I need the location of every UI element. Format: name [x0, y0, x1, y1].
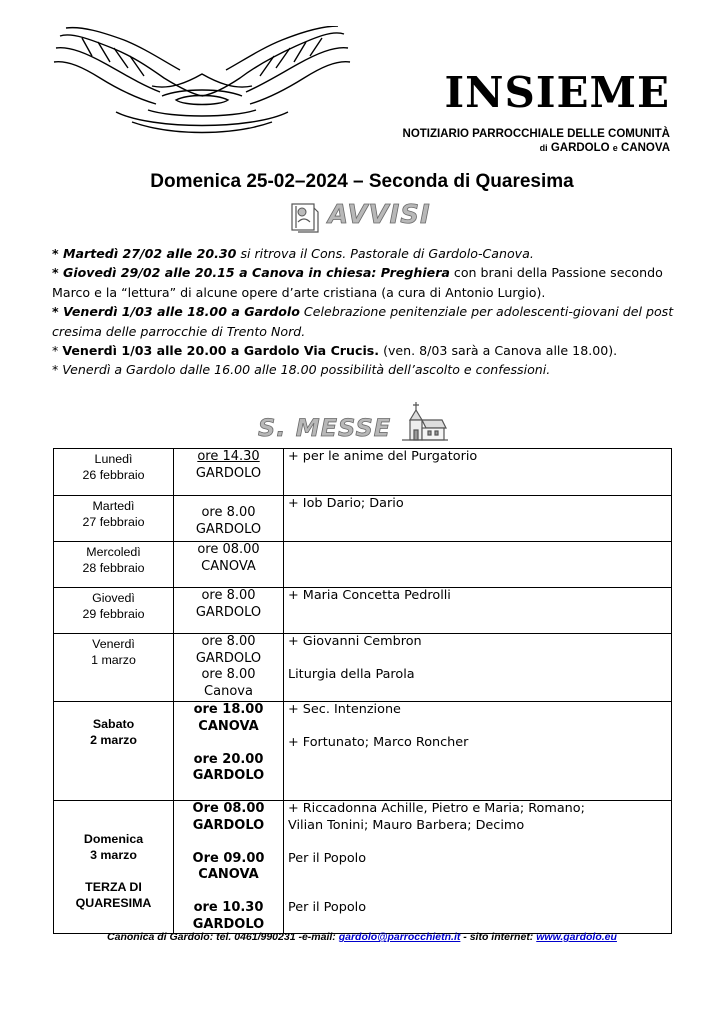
time-cell: [174, 702, 284, 801]
notice-text: (ven. 8/03 sarà a Canova alle 18.00).: [379, 343, 618, 359]
day-name: Martedì: [92, 499, 135, 513]
subtitle-e: e: [612, 143, 618, 153]
church-icon: [398, 398, 448, 444]
notice-text: * Venerdì a Gardolo dalle 16.00 alle 18.00 possibilità dell’ascolto e confessioni.: [52, 362, 551, 378]
table-row: [54, 542, 672, 588]
table-row: [54, 634, 672, 702]
notice-highlight: Venerdì 1/03 alle 18.00 a Gardolo: [62, 304, 300, 320]
footer-text: Canonica di Gardolo: tel. 0461/990231 -e-mail:: [107, 931, 339, 943]
mass-intention: + Riccadonna Achille, Pietro e Maria; Romano;: [288, 801, 585, 816]
day-name: Sabato: [92, 717, 135, 731]
intention-cell: [284, 496, 672, 542]
day-date: 2 marzo: [90, 733, 137, 747]
notice-bullet: *: [52, 343, 63, 359]
mass-place: GARDOLO: [192, 817, 265, 833]
time-cell: [174, 588, 284, 634]
notice-highlight: Venerdì 1/03 alle 20.00 a Gardolo Via Crucis.: [62, 343, 380, 359]
notice-highlight: Giovedì 29/02 alle 20.15 a Canova in chiesa: Preghiera: [62, 265, 450, 281]
table-row: [54, 801, 672, 934]
mass-time: ore 20.00: [193, 751, 264, 767]
mass-intention: + Iob Dario; Dario: [288, 496, 404, 511]
table-row: [54, 496, 672, 542]
avvisi-heading: [288, 198, 448, 238]
notice-item: [52, 341, 682, 360]
mass-place: GARDOLO: [195, 604, 262, 620]
mass-time: ore 8.00: [201, 634, 256, 649]
notice-item: [52, 263, 682, 302]
day-name: Mercoledì: [86, 545, 141, 559]
mass-schedule-table: [53, 448, 672, 934]
mass-place: GARDOLO: [195, 465, 262, 481]
day-cell: [54, 496, 174, 542]
intention-cell: [284, 801, 672, 934]
notice-bullet: *: [52, 265, 63, 281]
email-link[interactable]: gardolo@parrocchietn.it: [338, 931, 461, 943]
day-date: 3 marzo: [90, 848, 137, 862]
mass-intention: Per il Popolo: [288, 900, 367, 915]
notice-item: [52, 302, 682, 341]
mass-place: GARDOLO: [192, 768, 265, 783]
table-row: [54, 449, 672, 496]
notice-text: si ritrova il Cons. Pastorale di Gardolo-Canova.: [236, 246, 534, 261]
table-row: [54, 588, 672, 634]
mass-intention: + Fortunato; Marco Roncher: [288, 735, 469, 750]
subtitle-canova: CANOVA: [621, 142, 670, 154]
day-name: Giovedì: [92, 591, 135, 605]
mass-place: GARDOLO: [195, 521, 262, 537]
day-date: 26 febbraio: [82, 468, 145, 482]
subtitle-gardolo: GARDOLO: [550, 142, 610, 154]
newsletter-subtitle: NOTIZIARIO PARROCCHIALE DELLE COMUNITÀ: [402, 128, 670, 140]
day-cell: [54, 449, 174, 496]
hands-illustration: [52, 26, 352, 138]
contact-footer: [0, 931, 724, 943]
day-cell: [54, 542, 174, 588]
mass-intention: + Sec. Intenzione: [288, 702, 401, 717]
notice-text: con brani della Passione secondo Marco e la “lettura” di alcune opere d’arte cristiana (a cura di Antonio Lurgio).: [52, 265, 663, 300]
day-date: 1 marzo: [91, 653, 136, 667]
messe-heading: [258, 398, 458, 444]
day-cell: [54, 801, 174, 934]
bulletin-board-icon: [288, 198, 322, 234]
day-cell: [54, 702, 174, 801]
mass-time: ore 8.00: [201, 505, 256, 520]
time-cell: [174, 634, 284, 702]
notice-bullet: *: [52, 246, 63, 261]
newsletter-title: INSIEME: [444, 68, 670, 117]
mass-place: CANOVA: [198, 718, 259, 734]
intention-cell: [284, 634, 672, 702]
liturgical-note: TERZA DI: [85, 880, 142, 894]
mass-intention: + per le anime del Purgatorio: [288, 449, 478, 464]
mass-time: Ore 09.00: [192, 850, 265, 866]
mass-place: CANOVA: [198, 867, 259, 882]
footer-text: - sito internet:: [460, 931, 537, 943]
intention-cell: [284, 542, 672, 588]
day-date: 29 febbraio: [82, 607, 145, 621]
time-cell: [174, 496, 284, 542]
mass-time: ore 08.00: [197, 542, 260, 557]
mass-time: ore 8.00: [201, 667, 256, 682]
mass-place: GARDOLO: [195, 650, 262, 666]
notices-list: [52, 244, 682, 380]
website-link[interactable]: www.gardolo.eu: [536, 931, 617, 943]
day-date: 27 febbraio: [82, 515, 145, 529]
liturgical-note: QUARESIMA: [75, 896, 152, 910]
mass-intention: Vilian Tonini; Mauro Barbera; Decimo: [288, 817, 525, 833]
mass-place: CANOVA: [201, 558, 256, 574]
mass-place: GARDOLO: [192, 916, 265, 932]
day-name: Venerdì: [92, 637, 135, 651]
notice-item: [52, 360, 682, 379]
intention-cell: [284, 702, 672, 801]
mass-place: Canova: [204, 683, 253, 699]
day-cell: [54, 588, 174, 634]
mass-intention: Liturgia della Parola: [288, 667, 415, 682]
mass-intention: Per il Popolo: [288, 850, 367, 866]
intention-cell: [284, 449, 672, 496]
newsletter-subtitle-communities: [540, 142, 670, 154]
mass-time: ore 8.00: [201, 588, 256, 603]
day-name: Domenica: [83, 832, 144, 846]
table-row: [54, 702, 672, 801]
mass-time: ore 14.30: [197, 449, 260, 464]
notice-bullet: *: [52, 304, 63, 320]
day-name: Lunedì: [94, 452, 133, 466]
mass-time: ore 18.00: [193, 702, 264, 717]
subtitle-di: di: [539, 143, 548, 153]
mass-intention: + Maria Concetta Pedrolli: [288, 588, 451, 603]
day-date: 28 febbraio: [82, 561, 145, 575]
day-cell: [54, 634, 174, 702]
mass-intention: + Giovanni Cembron: [288, 634, 422, 649]
mass-time: Ore 08.00: [192, 801, 265, 816]
messe-label: S. MESSE: [258, 414, 392, 442]
notice-text: Celebrazione penitenziale per adolescenti-giovani del post cresima delle parrocchie di Trento Nord.: [52, 304, 674, 339]
page-title: Domenica 25-02–2024 – Seconda di Quaresima: [150, 171, 574, 192]
intention-cell: [284, 588, 672, 634]
time-cell: [174, 801, 284, 934]
avvisi-label: AVVISI: [328, 200, 431, 230]
time-cell: [174, 449, 284, 496]
notice-highlight: Martedì 27/02 alle 20.30: [62, 246, 237, 261]
mass-time: ore 10.30: [193, 900, 264, 915]
notice-item: [52, 244, 682, 263]
time-cell: [174, 542, 284, 588]
